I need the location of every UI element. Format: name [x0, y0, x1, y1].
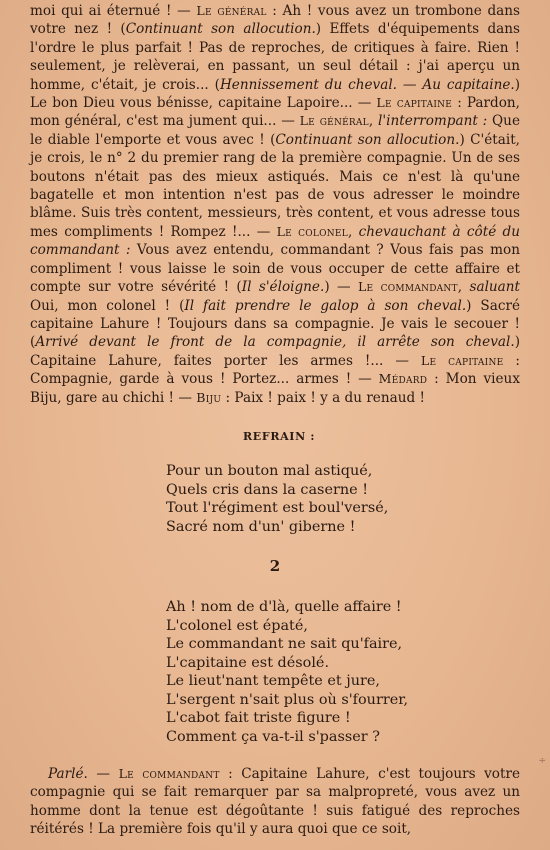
text-run: Que le diable l'emporte et vous avec ! ( [30, 113, 520, 148]
text-run: ) C'était, je crois, le n° 2 du premier rang de la première compagnie. Un de ses boutons n'était pas des mieux astiqués. Mais ce n'est là qu'une bagatelle et mon intention n'est pas de vous adresser le moindre blâme. Suis très content, messieurs, très content, et vous adresse tous mes compliments ! Rompez !... — [30, 131, 520, 240]
text-run: Vous avez entendu, commandant ? Vous fais pas mon compliment ! vous laisse le soin de vous occuper de cette affaire et compte sur votre sévérité ! ( [30, 242, 520, 296]
speaker-name: Le commandant [118, 766, 220, 781]
verse-line: L'colonel est épaté, [166, 617, 308, 634]
speaker-name: Le capitaine [376, 95, 453, 111]
text-run: — [397, 76, 423, 93]
verse-line: Le commandant ne sait qu'faire, [166, 636, 403, 652]
text-run: : Paix ! paix ! y a du renaud ! [221, 389, 425, 406]
text-run: : Capitaine Lahure, c'est toujours votre compagnie qui se fait remarquer par sa malpropreté, vous avez un homme dont la tenue est dégoûtante ! suis fatigué des reproches réitérés ! La première fois qu'il y aura quoi que ce soit, [30, 766, 520, 838]
text-run: — [87, 766, 119, 782]
verse-line: L'cabot fait triste figure ! [166, 710, 351, 726]
stage-direction: Parlé. [48, 766, 88, 782]
dialogue-paragraph [30, 2, 520, 407]
text-run: , [457, 279, 470, 296]
stanza-verse [166, 598, 408, 746]
text-run: ) Capitaine Lahure, faites porter les armes !... — [30, 334, 520, 369]
text-run: : Compagnie, garde à vous ! Portez... armes ! — [30, 352, 521, 388]
text-run: ) Effets d'équipements dans l'ordre le plus parfait ! Pas de reproches, de critiques à faire. Rien ! seulement, je relèverai, en passant, un seul détail : j'ai aperçu un homme, c'était, je crois... ( [30, 21, 520, 93]
refrain-verse [166, 462, 388, 536]
verse-line: Pour un bouton mal astiqué, [166, 463, 373, 479]
text-run: ) Sacré capitaine Lahure ! Toujours dans sa compagnie. Je vais le secouer ! ( [30, 297, 520, 351]
text-run: , [347, 223, 359, 240]
verse-line: Quels cris dans la caserne ! [166, 481, 368, 498]
stage-direction: chevauchant à côté du commandant : [30, 223, 520, 259]
verse-line: Tout l'régiment est boul'versé, [166, 500, 389, 516]
speaker-name: Le capitaine [420, 352, 504, 368]
text-run: , [368, 113, 379, 130]
speaker-name: Le colonel [276, 223, 348, 239]
verse-line: Sacré nom d'un' giberne ! [166, 518, 356, 535]
stanza-number: 2 [269, 557, 281, 575]
spoken-paragraph [30, 765, 520, 839]
stage-direction: Hennissement du cheval. [219, 76, 397, 93]
stage-direction: Il s'éloigne. [241, 279, 325, 296]
verse-line: L'sergent n'sait plus où s'fourrer, [166, 691, 409, 708]
text-run: : Mon vieux Biju, gare au chichi ! — [30, 371, 520, 406]
verse-line: Comment ça va-t-il s'passer ? [166, 728, 380, 745]
speaker-name: Médard [378, 371, 428, 387]
refrain-heading: REFRAIN : [243, 430, 316, 443]
stage-direction: Il fait prendre le galop à son cheval. [184, 297, 467, 314]
text-run: Oui, mon colonel ! ( [30, 297, 185, 314]
stage-direction: Continuant son allocution. [125, 21, 316, 38]
speaker-name: Le commandant [357, 279, 458, 295]
speaker-name: Le général [299, 113, 369, 129]
text-run: moi qui ai éternué ! — [30, 3, 197, 19]
text-run: : Pardon, mon général, c'est ma jument qui... — [30, 95, 520, 130]
stage-direction: saluant [469, 279, 521, 296]
margin-mark: ÷ [538, 756, 546, 766]
speaker-name: Biju [196, 389, 222, 405]
verse-line: L'capitaine est désolé. [166, 654, 330, 671]
stage-direction: Arrivé devant le front de la compagnie, il arrête son cheval. [35, 334, 515, 351]
verse-line: Le lieut'nant tempête et jure, [166, 673, 380, 689]
verse-line: Ah ! nom de d'là, quelle affaire ! [166, 599, 402, 615]
stage-direction: Au capitaine. [422, 76, 515, 93]
text-run: : Ah ! vous avez un trombone dans votre nez ! ( [30, 3, 520, 38]
text-run: ) Le bon Dieu vous bénisse, capitaine Lapoire... — [30, 76, 520, 112]
stage-direction: Continuant son allocution. [275, 131, 460, 148]
text-run: ) — [324, 279, 358, 296]
stage-direction: l'interrompant : [378, 113, 488, 130]
speaker-name: Le général [196, 3, 267, 18]
